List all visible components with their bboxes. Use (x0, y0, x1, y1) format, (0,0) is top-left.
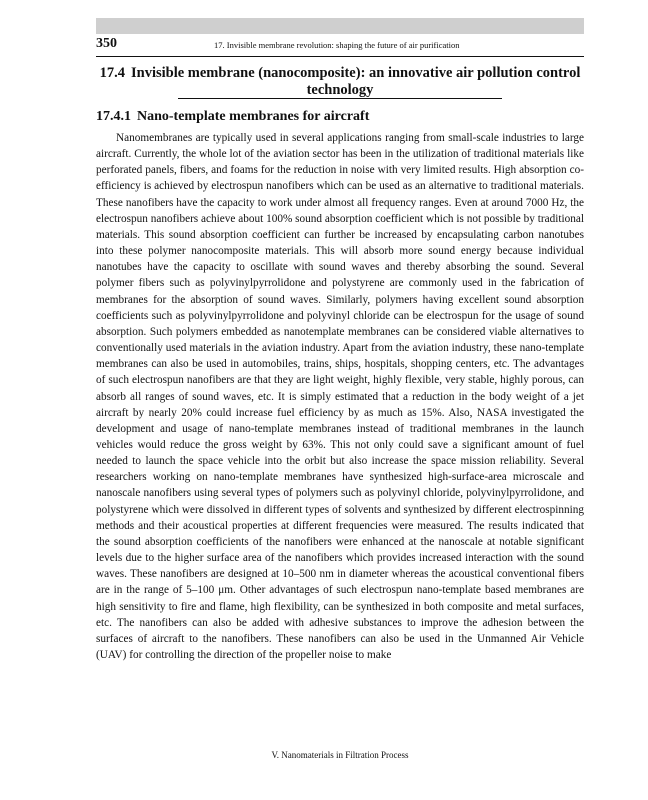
section-number: 17.4 (99, 65, 125, 81)
subsection-title: Nano-template membranes for aircraft (137, 109, 370, 124)
header-divider (96, 56, 584, 57)
page-number: 350 (96, 36, 117, 51)
chapter-title: 17. Invisible membrane revolution: shaping the future of air purification (214, 40, 460, 50)
section-title-underline (178, 98, 502, 99)
section-heading (96, 65, 584, 99)
running-head (96, 36, 584, 52)
header-bar (96, 18, 584, 34)
body-paragraph: Nanomembranes are typically used in several applications ranging from small-scale industries to large aircraft. Currently, the whole lot of the aviation sector has been in the utilization of traditional materials like perforated panels, fibers, and foams for the reduction in noise with very limited results. High absorption co-efficiency is achieved by electrospun nanofibers which can be used as an alternative to traditional materials. These nanofibers have the capacity to work under almost all frequency ranges. Even at around 7000 Hz, the electrospun nanofibers achieve about 100% sound absorption coefficient which is not possible by traditional materials. This sound absorption coefficient can further be increased by encapsulating carbon nanotubes into these polymer nanocomposite materials. This will absorb more sound energy because individual nanotubes have the capacity to oscillate with sound waves and thereby absorbing the sound. Several polymer fibers such as polyvinylpyrrolidone and polystyrene are commonly used in the fabrication of membranes for the absorption of sound waves. Similarly, polymers having excellent sound absorption coefficients such as polyvinylpyrrolidone and polyvinyl chloride can be electrospun for the usage of sound absorption. Such polymers embedded as nanotemplate membranes can be considered viable alternatives to conventionally used materials in the aviation industry. Apart from the aviation industry, these nano-template membranes can also be used in automobiles, trains, ships, hospitals, shopping centers, etc. The advantages of such electrospun nanofibers are that they are light weight, highly flexible, very stable, highly porous, can absorb all ranges of sound waves, etc. It is simply estimated that a reduction in the body weight of a jet aircraft by nearly 20% could increase fuel efficiency by as much as 15%. Also, NASA investigated the development and usage of nano-template membranes instead of traditional membranes in the launch vehicles would reduce the gross weight by 63%. This not only could save a significant amount of fuel needed to launch the space vehicle into the orbit but also increase the space mission reliability. Several researchers working on nano-template membranes have synthesized high-surface-area microscale and nanoscale nanofibers using several types of polymers such as polyvinyl chloride, polyvinylpyrrolidone, and polystyrene which were dissolved in different types of solvents and synthesized by different electrospinning methods and their acoustical properties at different frequencies were measured. The results indicated that the sound absorption coefficients of the nanofibers were enhanced at the nanoscale at notable significant levels due to the higher surface area of the nanofibers which provides increased interaction with the sound waves. These nanofibers are designed at 10–500 nm in diameter whereas the acoustical conventional fibers are in the range of 5–100 μm. Other advantages of such electrospun nano-template based membranes are high sensitivity to fire and flame, high flexibility, can be synthesized in both composite and metal surfaces, etc. The nanofibers can also be added with adhesive substances to improve the adhesion between the surfaces of aircraft to the nanofibers. These nanofibers can also be used in the Unmanned Air Vehicle (UAV) for controlling the direction of the propeller noise to make (96, 132, 584, 661)
subsection-number: 17.4.1 (96, 109, 131, 124)
subsection-heading (96, 108, 369, 126)
section-title: Invisible membrane (nanocomposite): an innovative air pollution control technology (130, 65, 581, 98)
page-footer: V. Nanomaterials in Filtration Process (271, 750, 409, 760)
